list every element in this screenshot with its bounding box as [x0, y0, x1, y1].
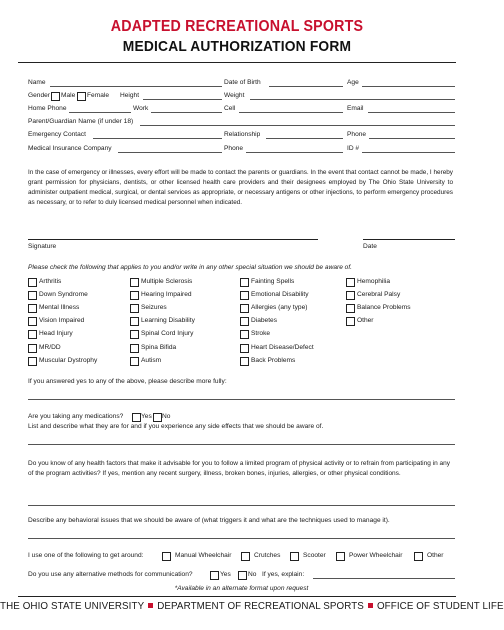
condition-checkbox-multiple-sclerosis[interactable]	[130, 278, 139, 287]
condition-label-fainting-spells: Fainting Spells	[251, 278, 295, 285]
condition-label-multiple-sclerosis: Multiple Sclerosis	[141, 278, 193, 285]
consent-paragraph: In the case of emergency or illnesses, every effort will be made to contact the parents or guardians. In the event that contact cannot be made, I hereby grant permission for physicians, dentists, or other licensed health care providers and their designees employed by The Ohio State University to administer outpatient medical, surgical, or dental services as appropriate, or necessary antigens or other injections, to perform emergency procedures as necessary, or to refer to duly licensed medical personnel when indicated.	[28, 169, 453, 206]
condition-label-mental-illness: Mental Illness	[39, 304, 80, 312]
condition-label-emotional-disability: Emotional Disability	[251, 291, 309, 299]
female-label: Female	[87, 92, 109, 99]
medications-no-checkbox[interactable]	[153, 413, 162, 422]
manual-wheelchair-label: Manual Wheelchair	[175, 552, 232, 559]
crutches-label: Crutches	[254, 552, 281, 559]
emergency-phone-label: Phone	[347, 131, 367, 138]
condition-checkbox-learning-disability[interactable]	[130, 317, 139, 326]
condition-checkbox-hearing-impaired[interactable]	[130, 291, 139, 300]
describe-more-label: If you answered yes to any of the above, please describe more fully:	[28, 378, 227, 385]
condition-label-diabetes: Diabetes	[251, 317, 278, 325]
communication-explain-field[interactable]	[313, 578, 455, 579]
height-field[interactable]	[143, 99, 222, 100]
condition-checkbox-heart-disease-defect[interactable]	[240, 344, 249, 353]
condition-label-heart-disease-defect: Heart Disease/Defect	[251, 343, 314, 351]
health-factors-question: Do you know of any health factors that make it advisable for you to follow a limited program of physical activity or to refrain from participating in any of the program activities? If yes, mention any recent surgery, illness, broken bones, injuries, allergies, or other physical conditions.	[28, 460, 450, 478]
dob-label: Date of Birth	[224, 79, 261, 86]
medications-yes-checkbox[interactable]	[132, 413, 141, 422]
home-phone-label: Home Phone	[28, 105, 67, 112]
condition-checkbox-allergies-any-type[interactable]	[240, 304, 249, 313]
age-label: Age	[347, 79, 359, 86]
behavioral-question: Describe any behavioral issues that we should be aware of (what triggers it and what are the techniques used to manage it).	[28, 517, 390, 524]
emergency-phone-field[interactable]	[369, 138, 455, 139]
medications-no-label: No	[162, 413, 171, 420]
condition-checkbox-spinal-cord-injury[interactable]	[130, 330, 139, 339]
relationship-field[interactable]	[266, 138, 343, 139]
footer-office: OFFICE OF STUDENT LIFE	[376, 601, 504, 612]
home-phone-field[interactable]	[69, 112, 131, 113]
condition-checkbox-arthritis[interactable]	[28, 278, 37, 287]
signature-line[interactable]	[28, 239, 318, 240]
medications-line[interactable]	[28, 444, 455, 445]
condition-label-head-injury: Head Injury	[39, 330, 73, 338]
id-field[interactable]	[362, 152, 455, 153]
communication-yes-checkbox[interactable]	[210, 571, 219, 580]
male-checkbox[interactable]	[51, 92, 60, 101]
condition-label-hemophilia: Hemophilia	[357, 278, 390, 285]
condition-checkbox-other[interactable]	[346, 317, 355, 326]
height-label: Height	[120, 92, 140, 99]
form-title-line2: MEDICAL AUTHORIZATION FORM	[122, 38, 352, 55]
communication-yes-label: Yes	[220, 571, 231, 578]
condition-checkbox-head-injury[interactable]	[28, 330, 37, 339]
condition-checkbox-emotional-disability[interactable]	[240, 291, 249, 300]
condition-label-autism: Autism	[141, 356, 162, 364]
condition-checkbox-autism[interactable]	[130, 357, 139, 366]
red-square-icon	[368, 603, 373, 608]
mobility-label: I use one of the following to get around:	[28, 552, 144, 559]
date-label: Date	[363, 243, 377, 250]
behavioral-line[interactable]	[28, 538, 455, 539]
form-title-line1: ADAPTED RECREATIONAL SPORTS	[110, 18, 364, 35]
title-divider	[18, 62, 456, 63]
condition-checkbox-balance-problems[interactable]	[346, 304, 355, 313]
condition-checkbox-fainting-spells[interactable]	[240, 278, 249, 287]
power-wheelchair-checkbox[interactable]	[336, 552, 345, 561]
communication-label: Do you use any alternative methods for communication?	[28, 571, 193, 578]
condition-label-cerebral-palsy: Cerebral Palsy	[357, 291, 401, 299]
condition-label-balance-problems: Balance Problems	[357, 304, 411, 312]
female-checkbox[interactable]	[77, 92, 86, 101]
cell-label: Cell	[224, 105, 236, 112]
condition-label-vision-impaired: Vision Impaired	[39, 317, 85, 325]
condition-checkbox-back-problems[interactable]	[240, 357, 249, 366]
id-label: ID #	[347, 145, 360, 152]
condition-label-spina-bifida: Spina Bifida	[141, 343, 177, 351]
condition-checkbox-hemophilia[interactable]	[346, 278, 355, 287]
cell-field[interactable]	[239, 112, 343, 113]
footer	[0, 601, 504, 612]
emergency-contact-label: Emergency Contact	[28, 131, 86, 138]
condition-checkbox-spina-bifida[interactable]	[130, 344, 139, 353]
condition-label-back-problems: Back Problems	[251, 356, 296, 364]
condition-checkbox-down-syndrome[interactable]	[28, 291, 37, 300]
name-field[interactable]	[50, 86, 222, 87]
describe-more-line[interactable]	[28, 399, 455, 400]
insurance-field[interactable]	[118, 152, 222, 153]
email-field[interactable]	[368, 112, 455, 113]
condition-label-learning-disability: Learning Disability	[141, 317, 195, 325]
condition-label-allergies-any-type: Allergies (any type)	[251, 304, 308, 312]
footer-university: THE OHIO STATE UNIVERSITY	[0, 601, 145, 612]
condition-label-spinal-cord-injury: Spinal Cord Injury	[141, 330, 194, 338]
male-label: Male	[61, 92, 76, 99]
name-label: Name	[28, 79, 46, 86]
alternate-format-note: *Available in an alternate format upon request	[174, 585, 309, 592]
medications-label: Are you taking any medications?	[28, 413, 124, 420]
condition-label-stroke: Stroke	[251, 330, 271, 338]
communication-no-checkbox[interactable]	[238, 571, 247, 580]
gender-label: Gender	[28, 92, 50, 99]
insurance-phone-field[interactable]	[246, 152, 343, 153]
condition-checkbox-muscular-dystrophy[interactable]	[28, 357, 37, 366]
condition-checkbox-cerebral-palsy[interactable]	[346, 291, 355, 300]
health-factors-line[interactable]	[28, 505, 455, 506]
condition-label-arthritis: Arthritis	[39, 278, 62, 285]
guardian-field[interactable]	[140, 125, 455, 126]
insurance-phone-label: Phone	[224, 145, 244, 152]
relationship-label: Relationship	[224, 131, 261, 138]
if-yes-label: If yes, explain:	[262, 571, 305, 578]
condition-checkbox-diabetes[interactable]	[240, 317, 249, 326]
condition-checkbox-seizures[interactable]	[130, 304, 139, 313]
condition-label-down-syndrome: Down Syndrome	[39, 291, 88, 299]
medications-list-label: List and describe what they are for and if you experience any side effects that we should be aware of.	[28, 423, 324, 430]
red-square-icon	[148, 603, 153, 608]
weight-field[interactable]	[250, 99, 455, 100]
manual-wheelchair-checkbox[interactable]	[162, 552, 171, 561]
work-phone-field[interactable]	[151, 112, 222, 113]
condition-label-muscular-dystrophy: Muscular Dystrophy	[39, 356, 98, 364]
footer-divider	[18, 596, 456, 597]
date-line[interactable]	[363, 239, 455, 240]
power-wheelchair-label: Power Wheelchair	[349, 552, 403, 559]
condition-label-seizures: Seizures	[141, 304, 167, 312]
conditions-instruction: Please check the following that applies to you and/or write in any other special situation we should be aware of.	[28, 264, 353, 271]
email-label: Email	[347, 105, 364, 112]
footer-department: DEPARTMENT OF RECREATIONAL SPORTS	[157, 601, 364, 612]
age-field[interactable]	[362, 86, 455, 87]
weight-label: Weight	[224, 92, 245, 99]
condition-checkbox-mr-dd[interactable]	[28, 344, 37, 353]
other-mobility-label: Other	[427, 552, 444, 559]
medications-yes-label: Yes	[141, 413, 152, 420]
other-mobility-checkbox[interactable]	[414, 552, 423, 561]
scooter-label: Scooter	[303, 552, 326, 559]
condition-checkbox-vision-impaired[interactable]	[28, 317, 37, 326]
condition-checkbox-stroke[interactable]	[240, 330, 249, 339]
emergency-contact-field[interactable]	[93, 138, 222, 139]
scooter-checkbox[interactable]	[290, 552, 299, 561]
signature-label: Signature	[28, 243, 57, 250]
guardian-label: Parent/Guardian Name (if under 18)	[28, 118, 134, 125]
dob-field[interactable]	[269, 86, 343, 87]
condition-label-hearing-impaired: Hearing Impaired	[141, 291, 192, 299]
work-phone-label: Work	[133, 105, 149, 112]
condition-label-other: Other	[357, 317, 374, 325]
communication-no-label: No	[248, 571, 257, 578]
crutches-checkbox[interactable]	[241, 552, 250, 561]
insurance-label: Medical Insurance Company	[28, 145, 112, 152]
condition-label-mr-dd: MR/DD	[39, 343, 61, 351]
condition-checkbox-mental-illness[interactable]	[28, 304, 37, 313]
